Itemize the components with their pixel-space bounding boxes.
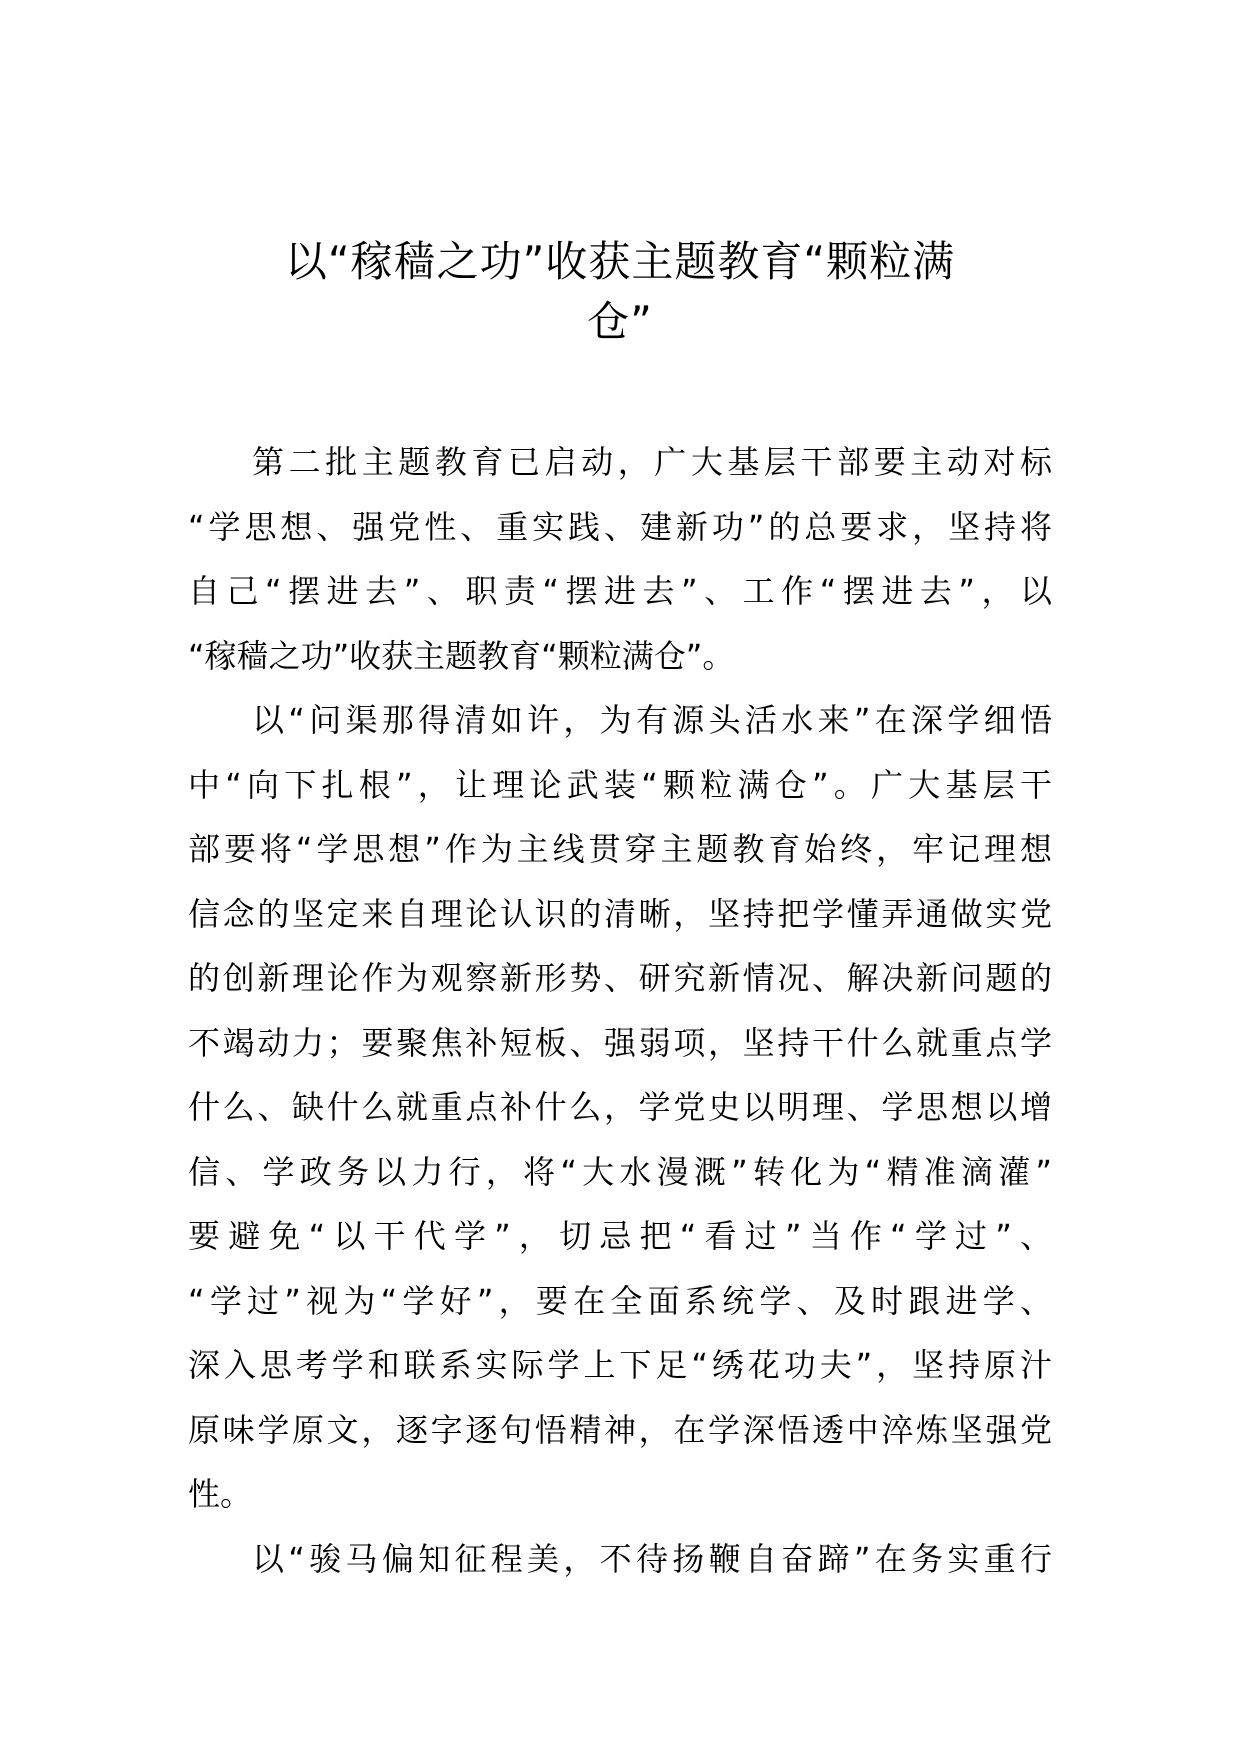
- document-title: [188, 232, 1052, 352]
- body-text-line: “学思想、强党性、重实践、建新功”的总要求，坚持将: [188, 507, 1052, 546]
- body-text-line: 什么、缺什么就重点补什么，学党史以明理、学思想以增: [188, 1088, 1052, 1126]
- body-text-line: 中“向下扎根”，让理论武装“颗粒满仓”。广大基层干: [188, 765, 1052, 804]
- body-text-line: 深入思考学和联系实际学上下足“绣花功夫”，坚持原汁: [188, 1346, 1052, 1384]
- body-text-line: 第二批主题教育已启动，广大基层干部要主动对标: [252, 443, 1052, 481]
- body-text-line: 不竭动力；要聚焦补短板、强弱项，坚持干什么就重点学: [188, 1023, 1052, 1062]
- body-text-line: “稼穑之功”收获主题教育“颗粒满仓”。: [188, 636, 735, 675]
- body-text-line: 性。: [188, 1475, 253, 1513]
- title-line-1: 以“稼穑之功”收获主题教育“颗粒满: [284, 237, 956, 286]
- document-body: [188, 430, 1052, 1591]
- body-text-line: 原味学原文，逐字逐句悟精神，在学深悟透中淬炼坚强党: [188, 1410, 1052, 1449]
- body-text-line: 的创新理论作为观察新形势、研究新情况、解决新问题的: [188, 959, 1052, 997]
- body-text-line: 部要将“学思想”作为主线贯穿主题教育始终，牢记理想: [188, 830, 1052, 868]
- body-text-line: 自己“摆进去”、职责“摆进去”、工作“摆进去”，以: [188, 572, 1052, 610]
- body-text-line: “学过”视为“学好”，要在全面系统学、及时跟进学、: [188, 1281, 1052, 1320]
- body-text-line: 信、学政务以力行，将“大水漫溉”转化为“精准滴灌”: [188, 1152, 1052, 1191]
- body-text-line: 要避免“以干代学”，切忌把“看过”当作“学过”、: [188, 1217, 1052, 1255]
- title-line-2: 仓”: [587, 297, 653, 346]
- body-text-line: 以“骏马偏知征程美，不待扬鞭自奋蹄”在务实重行: [252, 1539, 1052, 1578]
- body-text-line: 以“问渠那得清如许，为有源头活水来”在深学细悟: [252, 701, 1052, 739]
- body-text-line: 信念的坚定来自理论认识的清晰，坚持把学懂弄通做实党: [188, 894, 1052, 933]
